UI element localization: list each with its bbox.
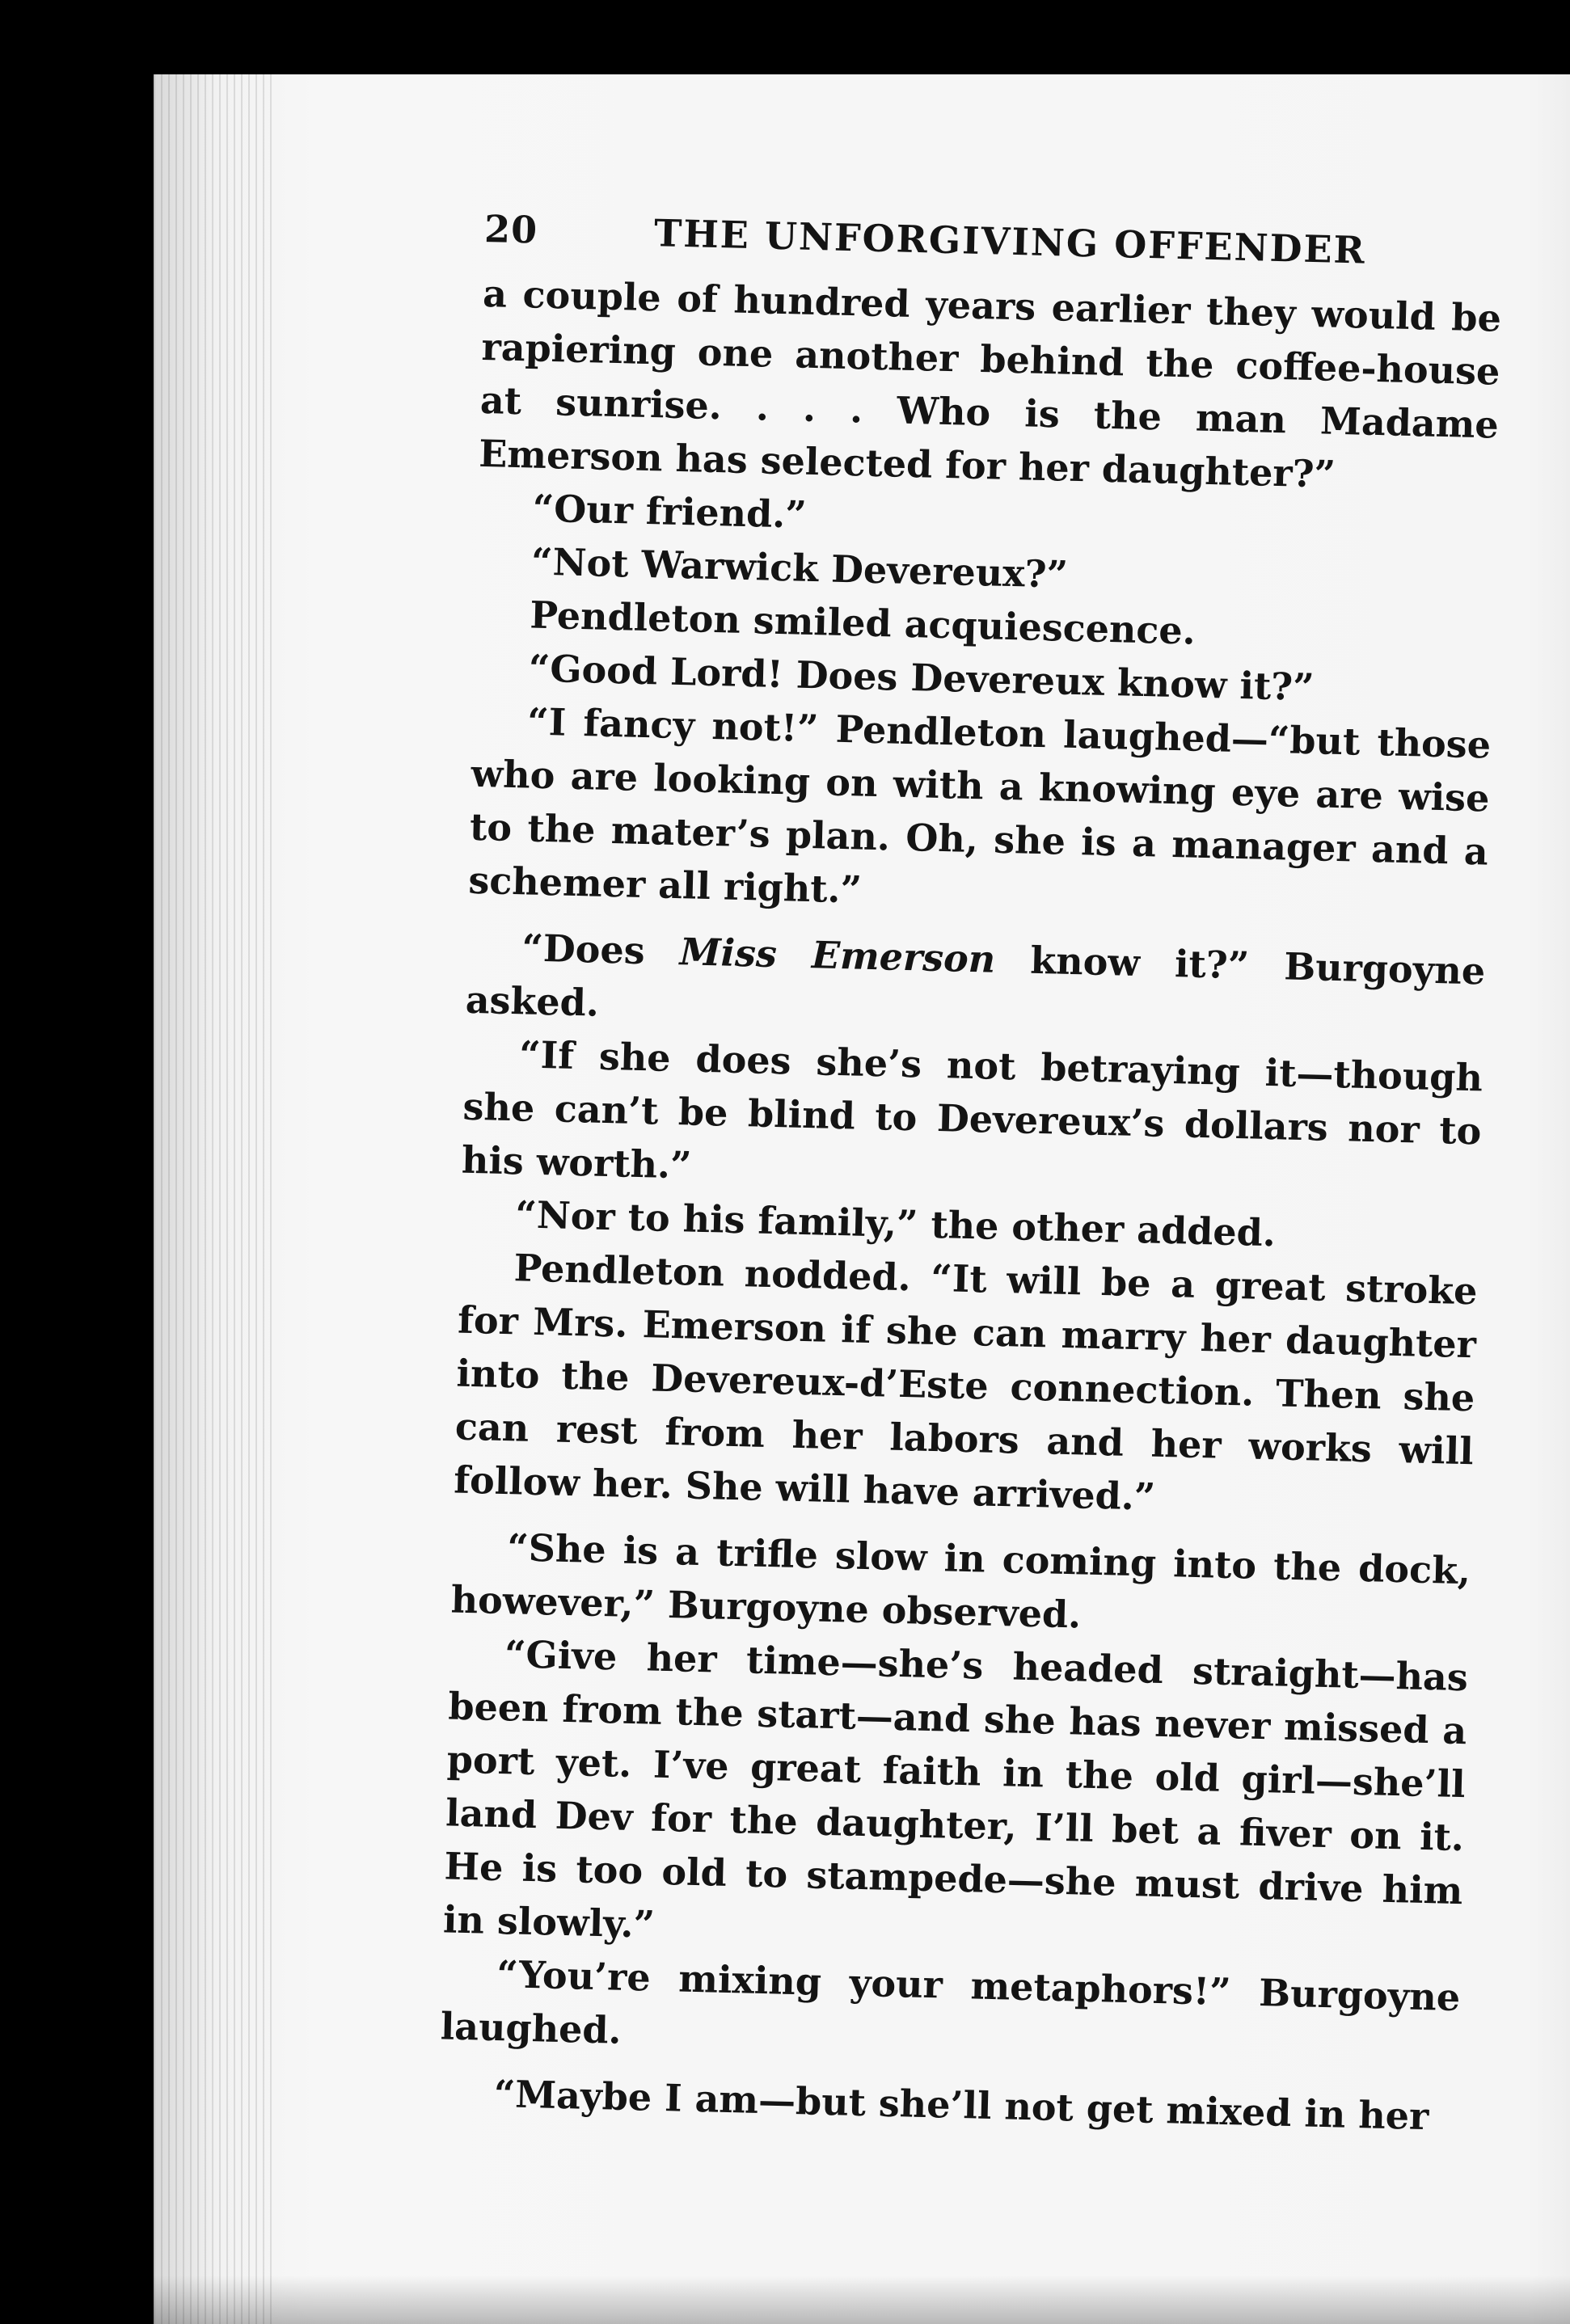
page-edges (154, 74, 275, 2324)
paragraph: “If she does she’s not betraying it—though she can’t be blind to Devereux’s dollars nor to his worth.” (461, 1032, 1483, 1187)
paragraph: “Not Warwick Devereux?” (530, 539, 1069, 597)
paragraph: “She is a trifle slow in coming into the dock, however,” Burgoyne observed. (450, 1525, 1471, 1637)
page-number: 20 (483, 206, 538, 252)
paragraph: “Good Lord! Does Devereux know it?” (528, 646, 1315, 710)
emphasis: Miss Emerson (679, 930, 996, 981)
paragraph: “I fancy not!” Pendleton laughed—“but those who are looking on with a knowing eye are wise to the mater’s plan. Oh, she is a manager and a schemer all right.” (467, 699, 1492, 912)
paragraph: “Give her time—she’s headed straight—has been from the start—and she has never missed a port yet. I’ve great faith in the old girl—she’ll land Dev for the daughter, I’ll bet a fiver on it. He is too old to stampede—she must drive him in slowly.” (442, 1632, 1469, 1947)
paragraph: “Does Miss Emerson know it?” Burgoyne asked. (465, 926, 1486, 1025)
paragraph: “Our friend.” (532, 486, 808, 537)
text-block (438, 202, 1504, 2144)
paragraph: “You’re mixing your metaphors!” Burgoyne laughed. (440, 1952, 1461, 2052)
paragraph: “Nor to his family,” the other added. (514, 1192, 1277, 1255)
paragraph: Pendleton nodded. “It will be a great stroke for Mrs. Emerson if she can marry her daughter into the Devereux-d’Este connection. Then she can rest from her labors and her works will follow her. She will have arrived.” (453, 1246, 1479, 1519)
paragraph: a couple of hundred years earlier they would be rapiering one another behind the coffee-house at sunrise. . . . Who is the man Madame Emerson has selected for her daughter?” (478, 271, 1502, 496)
paragraph: Pendleton smiled acquiescence. (529, 593, 1196, 653)
page-shadow (154, 2275, 1570, 2324)
paragraph: “Maybe I am—but she’ll not get mixed in her (493, 2071, 1429, 2139)
running-title: THE UNFORGIVING OFFENDER (653, 211, 1367, 272)
